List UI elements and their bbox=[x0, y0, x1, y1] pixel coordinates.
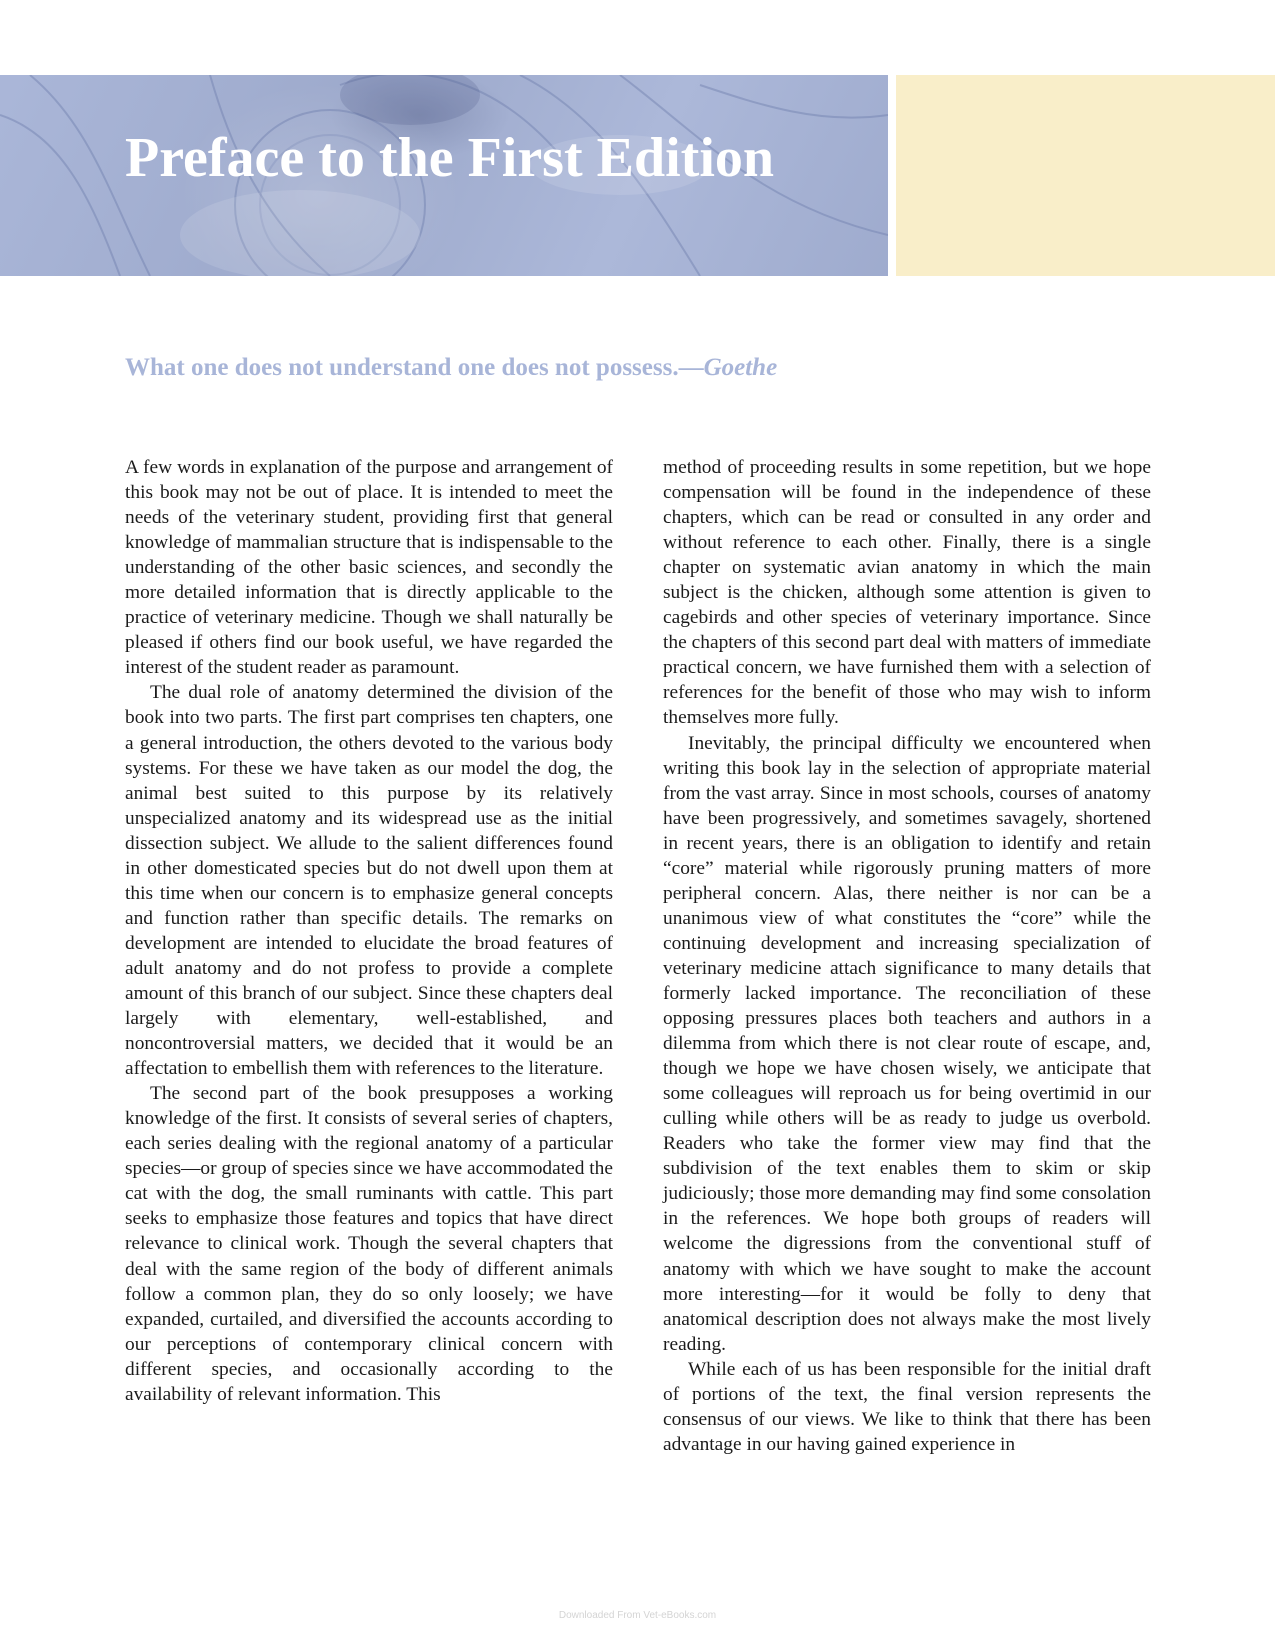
paragraph: The second part of the book presupposes a working knowledge of the first. It consists of several series of chapters, each series dealing with the regional anatomy of a particular species—or group of species since we have accommodated the cat with the dog, the small ruminants with cattle. This part seeks to emphasize those features and topics that have direct relevance to clinical work. Though the several chapters that deal with the same region of the body of different animals follow a common plan, they do so only loosely; we have expanded, curtailed, and diversified the accounts according to our perceptions of contemporary clinical concern with different species, and occasionally according to the availability of relevant information. This bbox=[125, 1083, 613, 1405]
paragraph: While each of us has been responsible for the initial draft of portions of the text, the final version represents the consensus of our views. We like to think that there has been advantage in our having gained experience in bbox=[663, 1358, 1151, 1455]
footer-watermark: Downloaded From Vet-eBooks.com bbox=[558, 1610, 717, 1621]
paragraph: The dual role of anatomy determined the division of the book into two parts. The first part comprises ten chapters, one a general introduction, the others devoted to the various body systems. For these we have taken as our model the dog, the animal best suited to this purpose by its relatively unspecialized anatomy and its widespread use as the initial dissection subject. We allude to the salient differences found in other domesticated species but do not dwell upon them at this time when our concern is to emphasize general concepts and function rather than specific details. The remarks on development are intended to elucidate the broad features of adult anatomy and do not profess to provide a complete amount of this branch of our subject. Since these chapters deal largely with elementary, well-established, and noncontroversial matters, we decided that it would be an affectation to embellish them with references to the literature. bbox=[125, 682, 613, 1080]
body-column-right bbox=[663, 455, 1151, 1457]
epigraph bbox=[125, 352, 777, 384]
epigraph-author: Goethe bbox=[703, 354, 778, 381]
body-column-left bbox=[125, 455, 613, 1407]
header-side-panel bbox=[896, 75, 1275, 276]
paragraph: method of proceeding results in some repetition, but we hope compensation will be found in the independence of these chapters, which can be read or consulted in any order and without reference to each other. Finally, there is a single chapter on systematic avian anatomy in which the main subject is the chicken, although some attention is given to cagebirds and other species of veterinary importance. Since the chapters of this second part deal with matters of immediate practical concern, we have furnished them with a selection of references for the benefit of those who may wish to inform themselves more fully. bbox=[663, 457, 1151, 729]
paragraph: A few words in explanation of the purpose and arrangement of this book may not be out of place. It is intended to meet the needs of the veterinary student, providing first that general knowledge of mammalian structure that is indispensable to the understanding of the other basic sciences, and secondly the more detailed information that is directly applicable to the practice of veterinary medicine. Though we shall naturally be pleased if others find our book useful, we have regarded the interest of the student reader as paramount. bbox=[125, 457, 613, 679]
page-title: Preface to the First Edition bbox=[125, 127, 775, 189]
paragraph: Inevitably, the principal difficulty we encountered when writing this book lay in the selection of appropriate material from the vast array. Since in most schools, courses of anatomy have been progressively, and sometimes savagely, shortened in recent years, there is an obligation to identify and retain “core” material while rigorously pruning matters of more peripheral concern. Alas, there neither is nor can be a unanimous view of what constitutes the “core” while the continuing development and increasing specialization of veterinary medicine attach significance to many details that formerly lacked importance. The reconciliation of these opposing pressures places both teachers and authors in a dilemma from which there is not clear route of escape, and, though we hope we have chosen wisely, we anticipate that some colleagues will reproach us for being overtimid in our culling while others will be as ready to judge us overbold. Readers who take the former view may find that the subdivision of the text enables them to skim or skip judiciously; those more demanding may find some consolation in the references. We hope both groups of readers will welcome the digressions from the conventional stuff of anatomy with which we have sought to make the account more interesting—for it would be folly to deny that anatomical description does not always make the most lively reading. bbox=[663, 732, 1151, 1355]
epigraph-quote: What one does not understand one does not possess.— bbox=[125, 354, 704, 381]
